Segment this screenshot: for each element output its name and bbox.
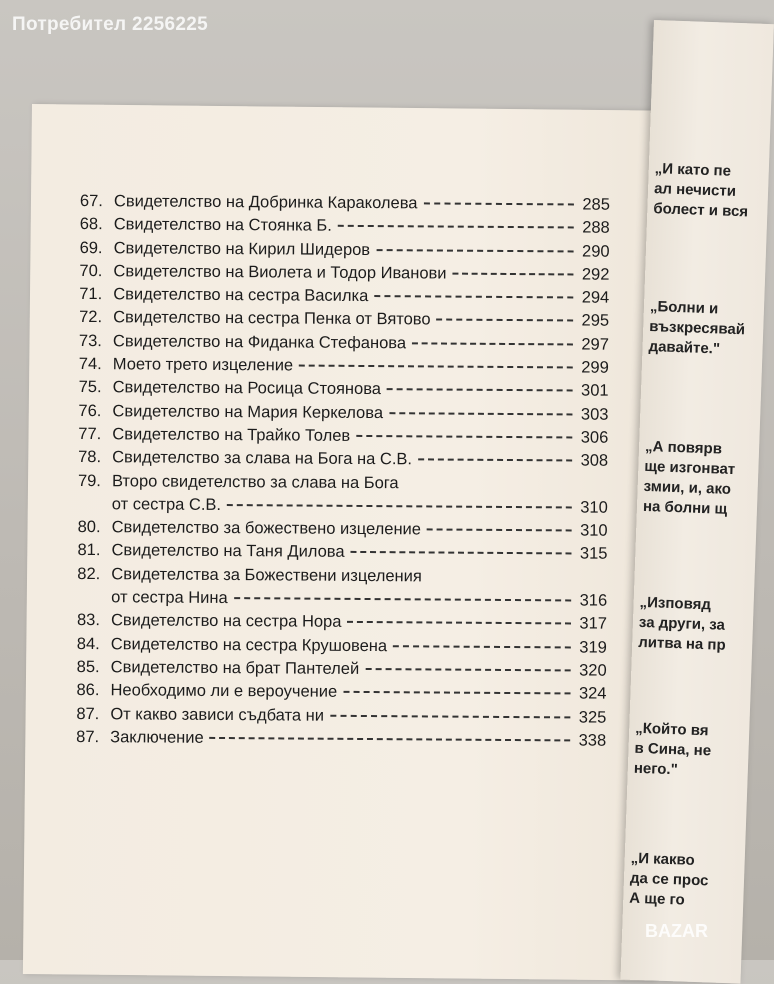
toc-leader [437,318,574,322]
toc-page: 292 [579,265,609,284]
toc-leader [393,644,571,648]
toc-title: Свидетелство за божествено изцеление [112,518,421,539]
toc-leader [427,528,572,532]
toc-page: 324 [576,685,606,704]
toc-entry [76,728,606,755]
toc-page: 295 [579,312,609,331]
toc-number: 75. [79,378,113,397]
toc-number: 68. [80,215,114,234]
toc-leader [423,201,573,205]
toc-title: Свидетелство на сестра Василка [113,285,368,306]
toc-title: Свидетелство на Добринка Караколева [114,192,418,213]
toc-page: 303 [578,405,608,424]
toc-number: 72. [79,308,113,327]
toc-page: 338 [576,731,606,750]
toc-number: 84. [77,635,111,654]
toc-number: 77. [78,425,112,444]
toc-leader [405,483,572,485]
toc-number: 80. [78,518,112,537]
toc-number: 67. [80,192,114,211]
toc-number: 81. [77,541,111,560]
toc-title: Свидетелство на брат Пантелей [111,658,360,679]
toc-number: 85. [77,658,111,677]
toc-leader [338,224,574,229]
toc-page: 310 [578,522,608,541]
toc-leader [412,341,573,345]
toc-leader [428,576,571,578]
right-page-line: А ще го [629,890,685,909]
right-page-line: „Болни и [650,298,719,317]
toc-leader [343,690,570,695]
toc-page: 316 [577,592,607,611]
right-page-line: за други, за [639,614,726,634]
right-page-line: него." [634,760,678,779]
toc-number: 78. [78,448,112,467]
right-page-line: в Сина, не [634,740,711,760]
toc-page: 288 [580,219,610,238]
right-page-line: змии, и, ако [643,478,731,498]
toc-leader [356,434,572,439]
right-page-line: „Който вя [635,720,709,740]
user-watermark: Потребител 2256225 [12,14,208,36]
toc-leader [347,620,571,625]
toc-page: 297 [579,335,609,354]
right-page-line: „И какво [630,850,695,869]
toc-leader [376,248,574,252]
right-page-line: възкресявай [649,318,745,338]
toc-leader [374,294,573,298]
toc-title: Свидетелство на Мария Керкелова [112,402,383,423]
right-page-line: болест и вся [653,200,748,220]
right-page-line: „Изповяд [639,594,711,613]
toc-title: Свидетелство на сестра Нора [111,612,342,633]
table-of-contents [76,192,610,755]
site-logo: BAZAR [645,921,708,942]
toc-leader [234,596,571,601]
toc-page: 325 [576,708,606,727]
toc-title: Второ свидетелство за слава на Бога [112,472,399,493]
toc-leader [299,364,573,369]
toc-leader [227,503,572,508]
toc-leader [389,411,572,415]
toc-page: 290 [580,242,610,261]
toc-title: Свидетелство на Фиданка Стефанова [113,332,406,353]
toc-title: Свидетелство на Кирил Шидеров [114,239,371,260]
toc-page: 319 [577,638,607,657]
right-page-line: литва на пр [638,634,726,654]
toc-title: От какво зависи съдбата ни [110,705,324,725]
toc-title: Свидетелство на сестра Крушовена [111,635,387,656]
right-page-line: на болни щ [643,498,728,518]
toc-page: 285 [580,195,610,214]
right-page-line: ще изгонват [644,458,735,478]
toc-title: Свидетелство за слава на Бога на С.В. [112,448,412,469]
toc-title: Свидетелство на сестра Пенка от Вятово [113,309,431,330]
toc-number: 83. [77,611,111,630]
toc-page: 294 [579,289,609,308]
toc-page: 306 [578,428,608,447]
toc-title: Свидетелство на Таня Дилова [111,542,344,563]
toc-title: от сестра С.В. [112,495,221,515]
toc-number: 87. [76,705,110,724]
toc-number: 87. [76,728,110,747]
right-page-line: „И като пе [655,160,732,180]
toc-leader [330,713,570,718]
toc-number: 73. [79,332,113,351]
toc-page: 299 [579,359,609,378]
toc-title: от сестра Нина [111,588,228,608]
right-page-line: „А повярв [645,438,722,458]
toc-leader [210,736,571,742]
toc-number: 71. [79,285,113,304]
toc-leader [453,271,574,275]
toc-leader [418,458,572,462]
toc-number: 86. [76,681,110,700]
toc-number: 79. [78,472,112,491]
toc-number: 69. [80,239,114,258]
toc-number: 70. [79,262,113,281]
right-page-line: ал нечисти [654,180,736,200]
toc-title: Свидетелство на Росица Стоянова [113,379,382,400]
toc-number: 76. [78,402,112,421]
toc-title: Моето трето изцеление [113,355,293,375]
toc-page: 308 [578,452,608,471]
right-page-line: давайте." [648,338,720,357]
toc-number: 74. [79,355,113,374]
toc-leader [365,667,570,671]
toc-number: 82. [77,565,111,584]
toc-page: 315 [577,545,607,564]
toc-title: Свидетелство на Стоянка Б. [114,216,332,237]
toc-leader [387,388,573,392]
toc-page: 320 [577,661,607,680]
toc-page: 301 [579,382,609,401]
right-page-line: да се прос [630,870,709,890]
toc-title: Заключение [110,728,204,748]
toc-leader [351,550,572,555]
toc-title: Свидетелства за Божествени изцеления [111,565,422,586]
toc-title: Необходимо ли е вероучение [110,681,337,702]
toc-title: Свидетелство на Трайко Толев [112,425,350,446]
toc-page: 317 [577,615,607,634]
toc-page: 310 [578,498,608,517]
toc-title: Свидетелство на Виолета и Тодор Иванови [113,262,446,283]
